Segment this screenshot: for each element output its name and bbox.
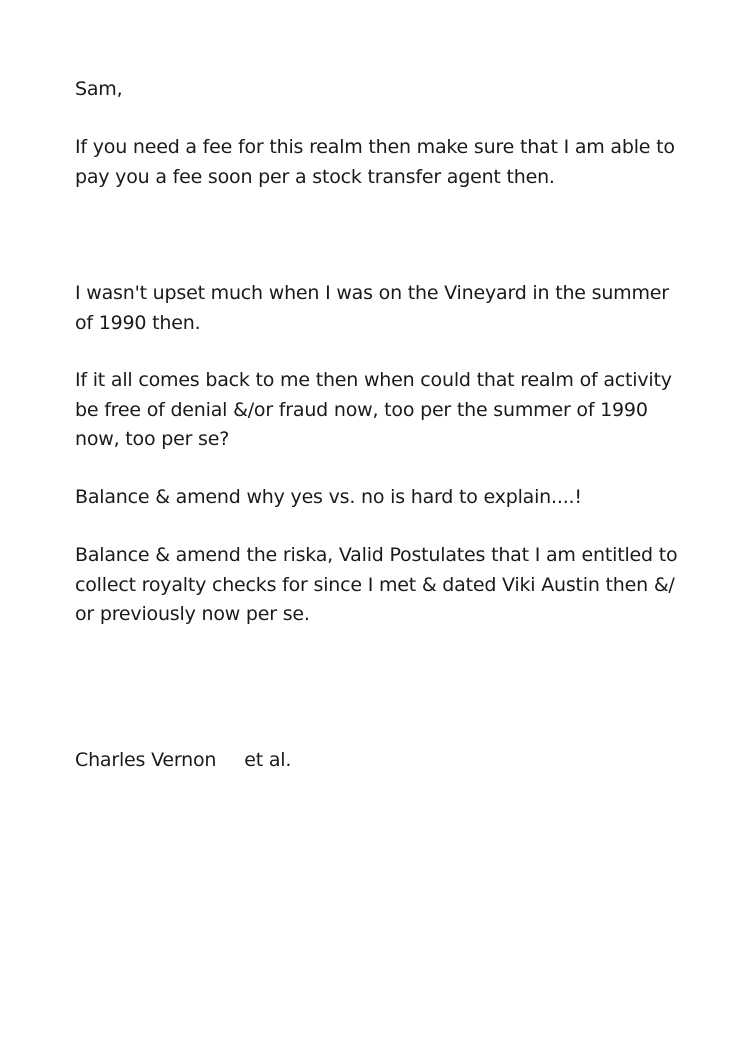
paragraph-royalty: Balance & amend the riska, Valid Postulates that I am entitled to collect royalty checks for since I met & dated Viki Austin then &/ or previously now per se. (75, 544, 678, 625)
signature (75, 746, 291, 776)
salutation: Sam, (75, 78, 123, 100)
paragraph-activity: If it all comes back to me then when could that realm of activity be free of denial &/or fraud now, too per the summer of 1990 now, too per se? (75, 369, 672, 450)
paragraph-vineyard: I wasn't upset much when I was on the Vineyard in the summer of 1990 then. (75, 282, 669, 334)
paragraph-fee: If you need a fee for this realm then make sure that I am able to pay you a fee soon per a stock transfer agent then. (75, 136, 675, 188)
signature-suffix: et al. (244, 749, 292, 771)
signature-name: Charles Vernon (75, 749, 217, 771)
paragraph-balance: Balance & amend why yes vs. no is hard to explain....! (75, 486, 582, 508)
